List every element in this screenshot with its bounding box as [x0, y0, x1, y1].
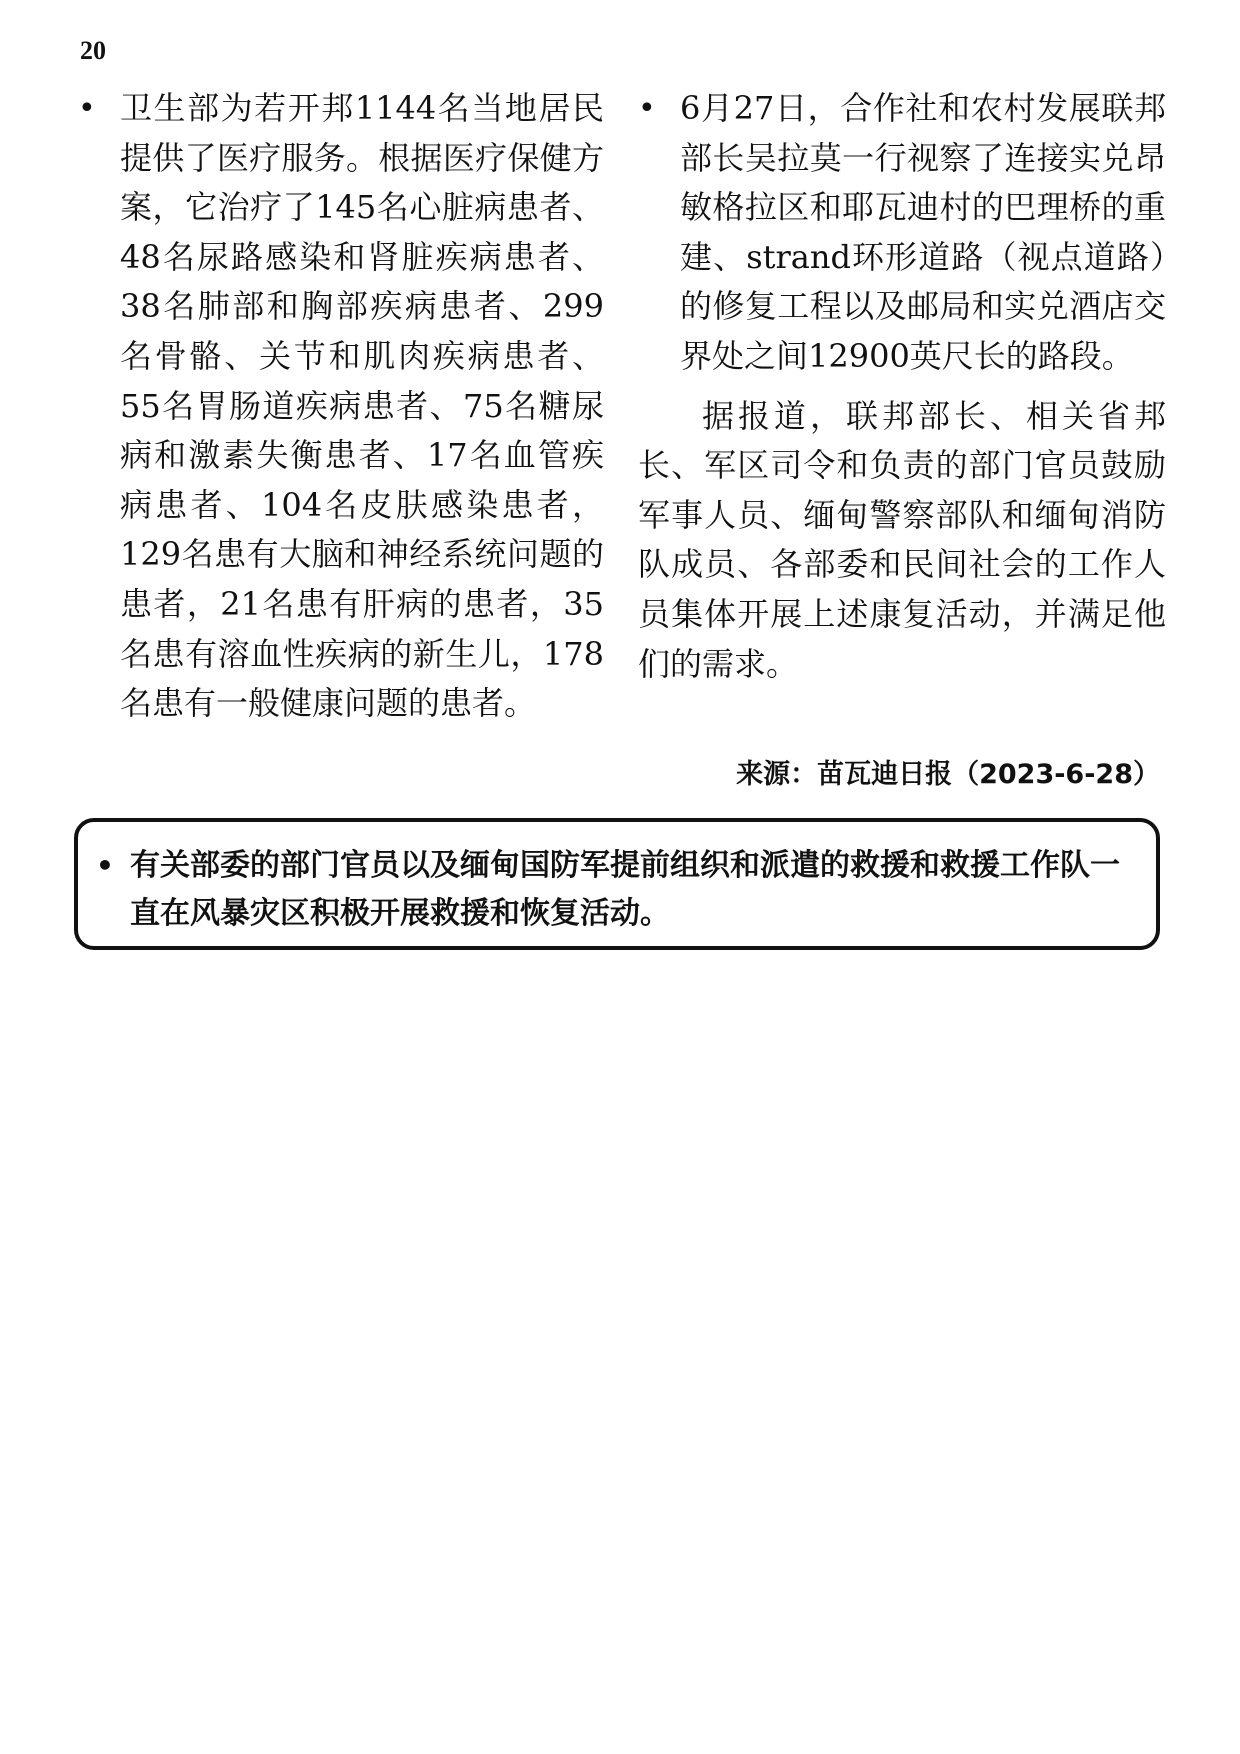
- report-paragraph: 据报道，联邦部长、相关省邦长、军区司令和负责的部门官员鼓励军事人员、缅甸警察部队和缅甸消防队成员、各部委和民间社会的工作人员集体开展上述康复活动，并满足他们的需求。: [638, 396, 1166, 683]
- inspection-text: 6月27日，合作社和农村发展联邦部长吴拉莫一行视察了连接实兑昂敏格拉区和耶瓦迪村的巴理桥的重建、strand环形道路（视点道路）的修复工程以及邮局和实兑酒店交界处之间12900英尺长的路段。: [680, 89, 1166, 375]
- highlight-text: 有关部委的部门官员以及缅甸国防军提前组织和派遣的救援和救援工作队一直在风暴灾区积极开展救援和恢复活动。: [130, 848, 1120, 931]
- source-citation: 来源：苗瓦迪日报（2023-6-28）: [736, 759, 1160, 790]
- bullet-icon: •: [638, 91, 656, 126]
- highlight-box: [74, 818, 1160, 950]
- medical-services-text: 卫生部为若开邦1144名当地居民提供了医疗服务。根据医疗保健方案，它治疗了145名心脏病患者、48名尿路感染和肾脏疾病患者、38名肺部和胸部疾病患者、299名骨骼、关节和肌肉疾病患者、55名胃肠道疾病患者、75名糖尿病和激素失衡患者、17名血管疾病患者、104名皮肤感染患者，129名患有大脑和神经系统问题的患者，21名患有肝病的患者，35名患有溶血性疾病的新生儿，178名患有一般健康问题的患者。: [120, 89, 604, 723]
- list-item-medical-services: [78, 84, 604, 729]
- left-column: [78, 84, 604, 729]
- bullet-icon: •: [78, 91, 96, 126]
- highlight-item: [96, 842, 1140, 938]
- page-number: 20: [80, 36, 106, 65]
- bullet-icon: •: [96, 849, 114, 882]
- right-column: [638, 84, 1166, 689]
- list-item-inspection: [638, 84, 1166, 382]
